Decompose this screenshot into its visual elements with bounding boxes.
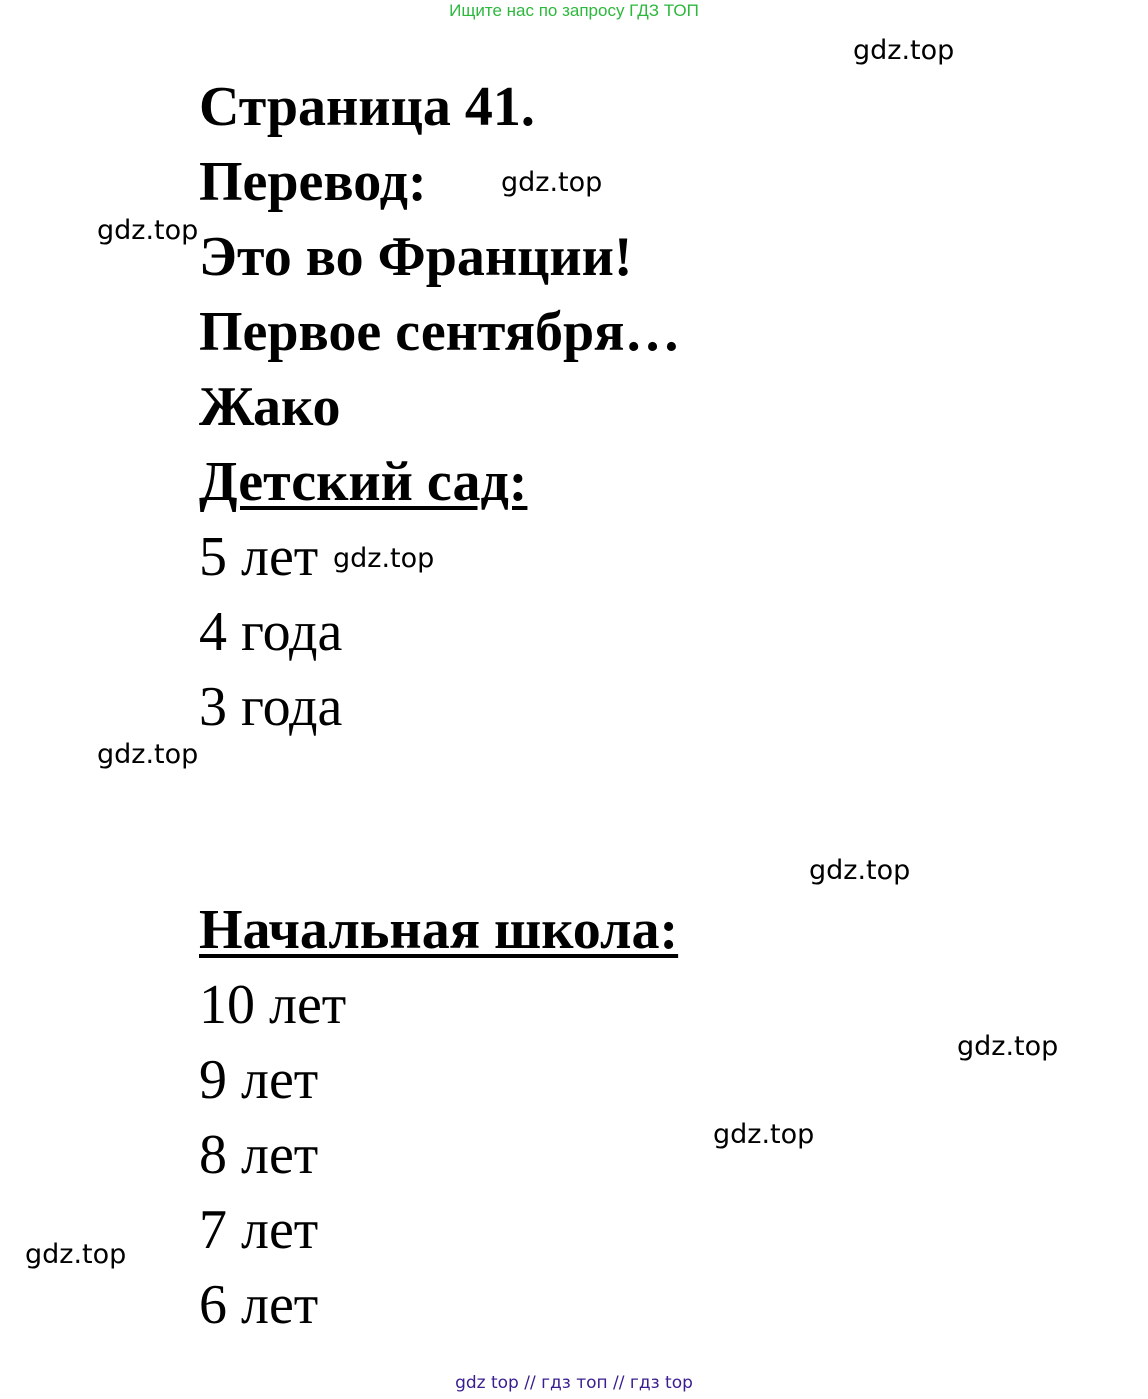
text-line: Первое сентября…: [199, 301, 681, 363]
watermark: gdz.top: [333, 543, 435, 574]
section-heading-primary-school: Начальная школа:: [199, 899, 679, 961]
watermark: gdz.top: [957, 1031, 1059, 1062]
watermark: gdz.top: [25, 1239, 127, 1270]
list-item: 6 лет: [199, 1274, 319, 1336]
page-title: Страница 41.: [199, 76, 535, 138]
watermark: gdz.top: [713, 1119, 815, 1150]
text-line: Жако: [199, 376, 341, 438]
list-item: 3 года: [199, 676, 343, 738]
list-item: 10 лет: [199, 974, 347, 1036]
watermark: gdz.top: [97, 739, 199, 770]
list-item: 8 лет: [199, 1124, 319, 1186]
section-heading-kindergarten: Детский сад:: [199, 451, 528, 513]
list-item: 7 лет: [199, 1199, 319, 1261]
list-item: 9 лет: [199, 1049, 319, 1111]
watermark: gdz.top: [501, 167, 603, 198]
watermark: gdz.top: [809, 855, 911, 886]
list-item: 5 лет: [199, 526, 319, 588]
list-item: 4 года: [199, 601, 343, 663]
footer-watermark: gdz top // гдз топ // гдз top: [455, 1373, 693, 1393]
watermark: gdz.top: [853, 35, 955, 66]
text-line: Это во Франции!: [199, 226, 633, 288]
watermark: gdz.top: [97, 215, 199, 246]
top-banner: Ищите нас по запросу ГДЗ ТОП: [449, 1, 699, 20]
translation-label: Перевод:: [199, 151, 427, 213]
